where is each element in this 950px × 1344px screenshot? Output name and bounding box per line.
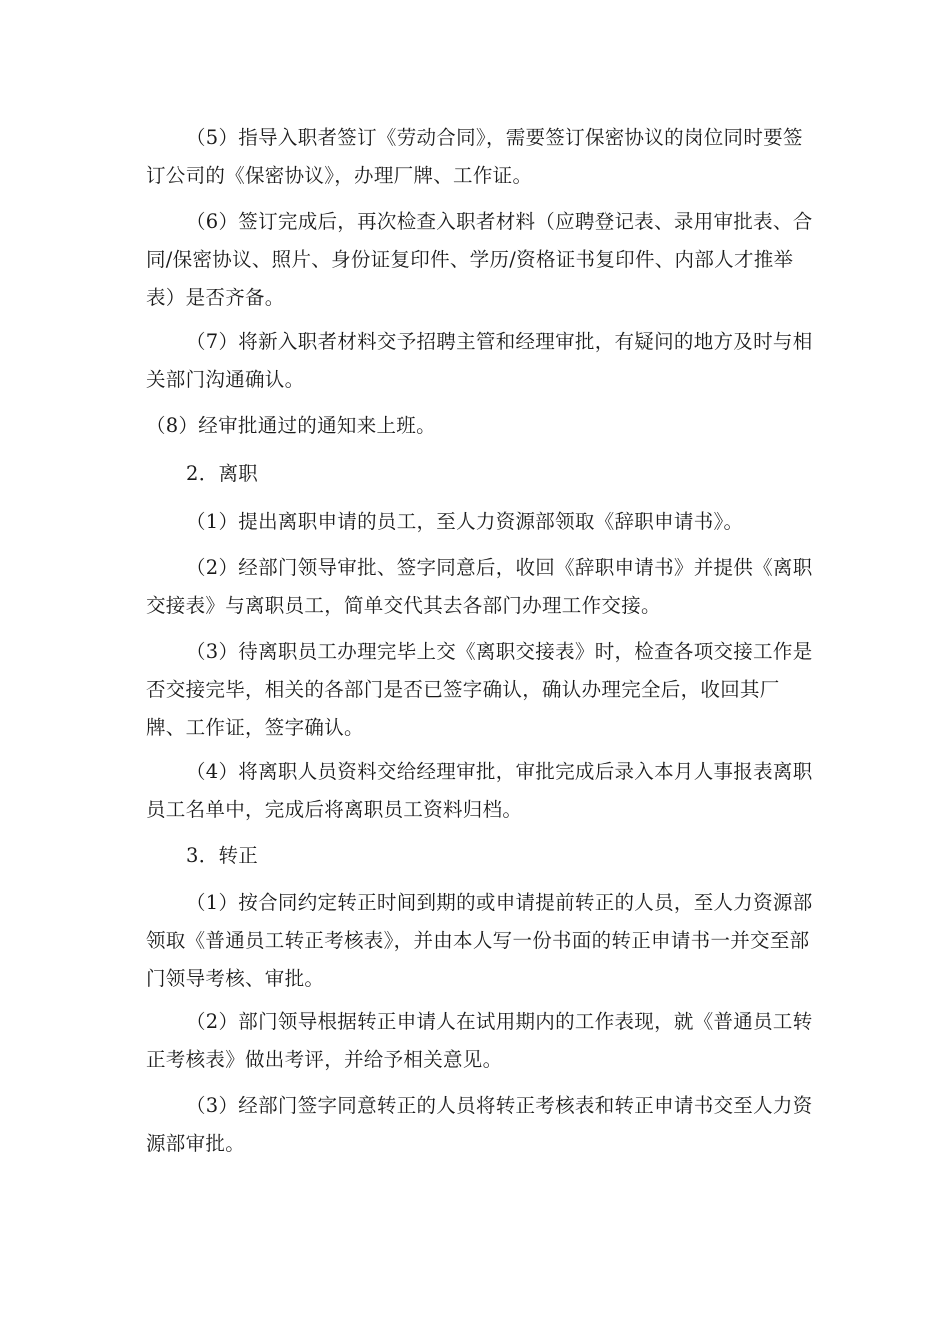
paragraph-regular-1: （1）按合同约定转正时间到期的或申请提前转正的人员，至人力资源部领取《普通员工转正考核表》，并由本人写一份书面的转正申请书一并交至部门领导考核、审批。 (146, 891, 813, 990)
paragraph-onboarding-6: （6）签订完成后，再次检查入职者材料（应聘登记表、录用审批表、合同/保密协议、照片、身份证复印件、学历/资格证书复印件、内部人才推举表）是否齐备。 (146, 210, 813, 309)
paragraph-onboarding-8: （8）经审批通过的通知来上班。 (146, 414, 436, 437)
paragraph-resign-2: （2）经部门领导审批、签字同意后，收回《辞职申请书》并提供《离职交接表》与离职员工，简单交代其去各部门办理工作交接。 (146, 556, 813, 617)
paragraph-resign-4: （4）将离职人员资料交给经理审批，审批完成后录入本月人事报表离职员工名单中，完成后将离职员工资料归档。 (146, 760, 813, 821)
paragraph-regular-2: （2）部门领导根据转正申请人在试用期内的工作表现，就《普通员工转正考核表》做出考评，并给予相关意见。 (146, 1010, 813, 1071)
paragraph-resign-3: （3）待离职员工办理完毕上交《离职交接表》时，检查各项交接工作是否交接完毕，相关的各部门是否已签字确认，确认办理完全后，收回其厂牌、工作证，签字确认。 (146, 640, 813, 739)
paragraph-onboarding-5: （5）指导入职者签订《劳动合同》，需要签订保密协议的岗位同时要签订公司的《保密协议》，办理厂牌、工作证。 (146, 126, 803, 187)
paragraph-onboarding-7: （7）将新入职者材料交予招聘主管和经理审批，有疑问的地方及时与相关部门沟通确认。 (146, 330, 813, 391)
section-heading-regular: 3．转正 (186, 844, 259, 867)
paragraph-regular-3: （3）经部门签字同意转正的人员将转正考核表和转正申请书交至人力资源部审批。 (146, 1094, 813, 1155)
section-heading-resign: 2．离职 (186, 462, 259, 485)
paragraph-resign-1: （1）提出离职申请的员工，至人力资源部领取《辞职申请书》。 (186, 510, 744, 533)
